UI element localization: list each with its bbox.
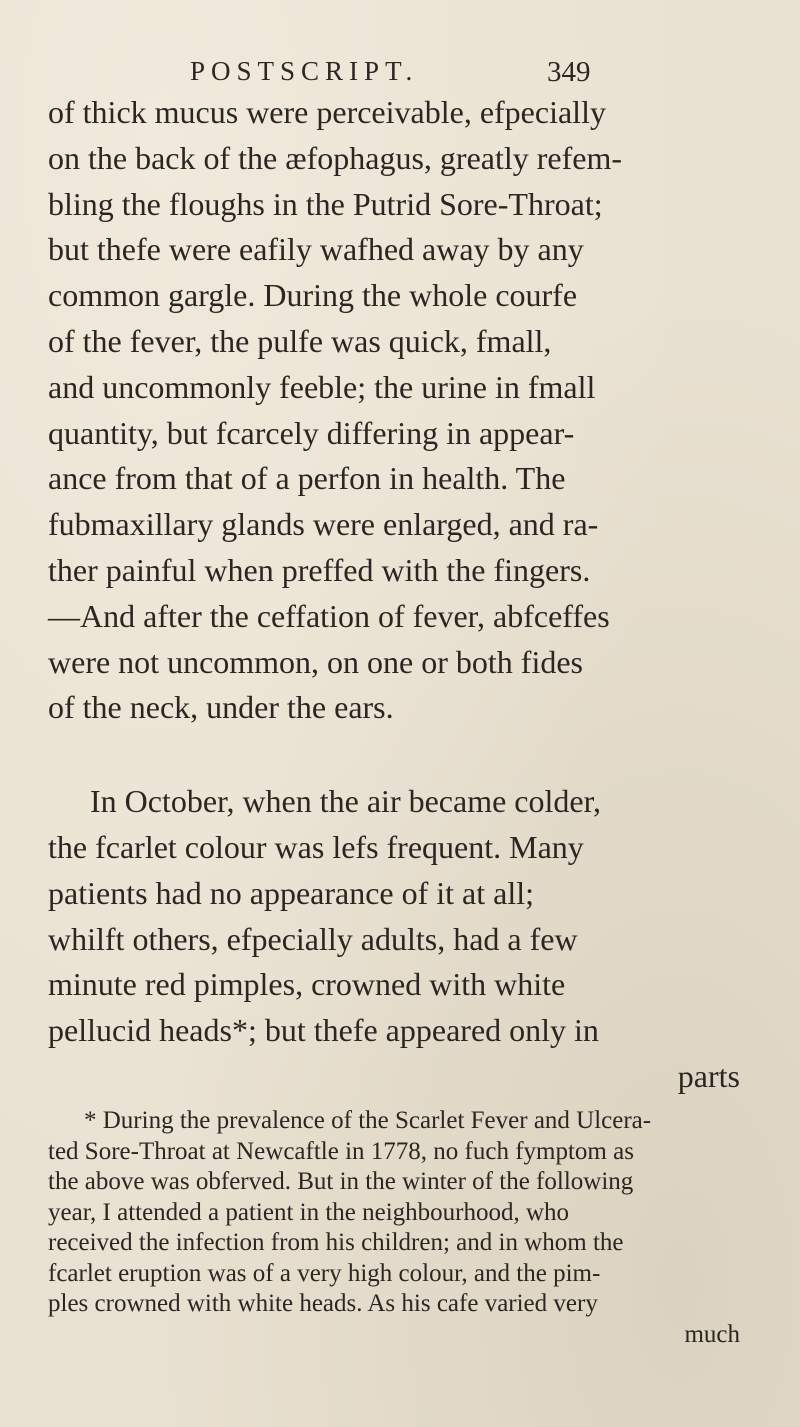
- paragraph-first-line: In October, when the air became colder,: [90, 783, 601, 820]
- footnote-line: ples crowned with white heads. As his cafe varied very: [48, 1290, 598, 1317]
- text-line: bling the floughs in the Putrid Sore-Throat;: [48, 185, 603, 222]
- text-line: common gargle. During the whole courfe: [48, 277, 578, 314]
- text-line: of the neck, under the ears.: [48, 689, 394, 726]
- text-line: were not uncommon, on one or both fides: [48, 643, 583, 680]
- text-line: patients had no appearance of it at all;: [48, 874, 535, 911]
- paragraph-gap: [48, 731, 768, 779]
- footnote-line: ted Sore-Throat at Newcaftle in 1778, no fuch fymptom as: [48, 1137, 634, 1165]
- text-line: but thefe were eafily wafhed away by any: [48, 231, 584, 268]
- footnote-line: * During the prevalence of the Scarlet Fever and Ulcera-: [84, 1107, 652, 1134]
- text-line: minute red pimples, crowned with white: [48, 966, 566, 1003]
- footnote-line: year, I attended a patient in the neighbourhood, who: [48, 1198, 570, 1226]
- text-line: —And after the ceffation of fever, abfceffes: [48, 597, 610, 634]
- text-line: the fcarlet colour was lefs frequent. Many: [48, 828, 584, 865]
- text-line: whilft others, efpecially adults, had a few: [48, 920, 578, 957]
- text-line: fubmaxillary glands were enlarged, and ra-: [48, 506, 599, 543]
- text-line: of the fever, the pulfe was quick, fmall,: [48, 322, 552, 359]
- footnote-line: received the infection from his children; and in whom the: [48, 1229, 624, 1256]
- text-line: of thick mucus were perceivable, efpecially: [48, 94, 606, 130]
- footnote-line: fcarlet eruption was of a very high colour, and the pim-: [48, 1259, 601, 1287]
- text-line: pellucid heads*; but thefe appeared only in: [48, 1012, 599, 1049]
- body-text: [48, 90, 768, 1100]
- running-head-title: POSTSCRIPT.: [190, 56, 419, 86]
- text-line: ance from that of a perfon in health. The: [48, 460, 566, 497]
- footnote-line: the above was obferved. But in the winter of the following: [48, 1168, 634, 1195]
- text-line: on the back of the æfophagus, greatly refem-: [48, 139, 623, 176]
- page-number: 349: [547, 56, 591, 88]
- footnote: [48, 1106, 768, 1350]
- text-line: quantity, but fcarcely differing in appear-: [48, 414, 575, 451]
- footnote-catchword: much: [684, 1320, 740, 1348]
- text-line: and uncommonly feeble; the urine in fmall: [48, 368, 596, 405]
- text-line: ther painful when preffed with the fingers.: [48, 551, 591, 588]
- catchword: parts: [677, 1057, 740, 1094]
